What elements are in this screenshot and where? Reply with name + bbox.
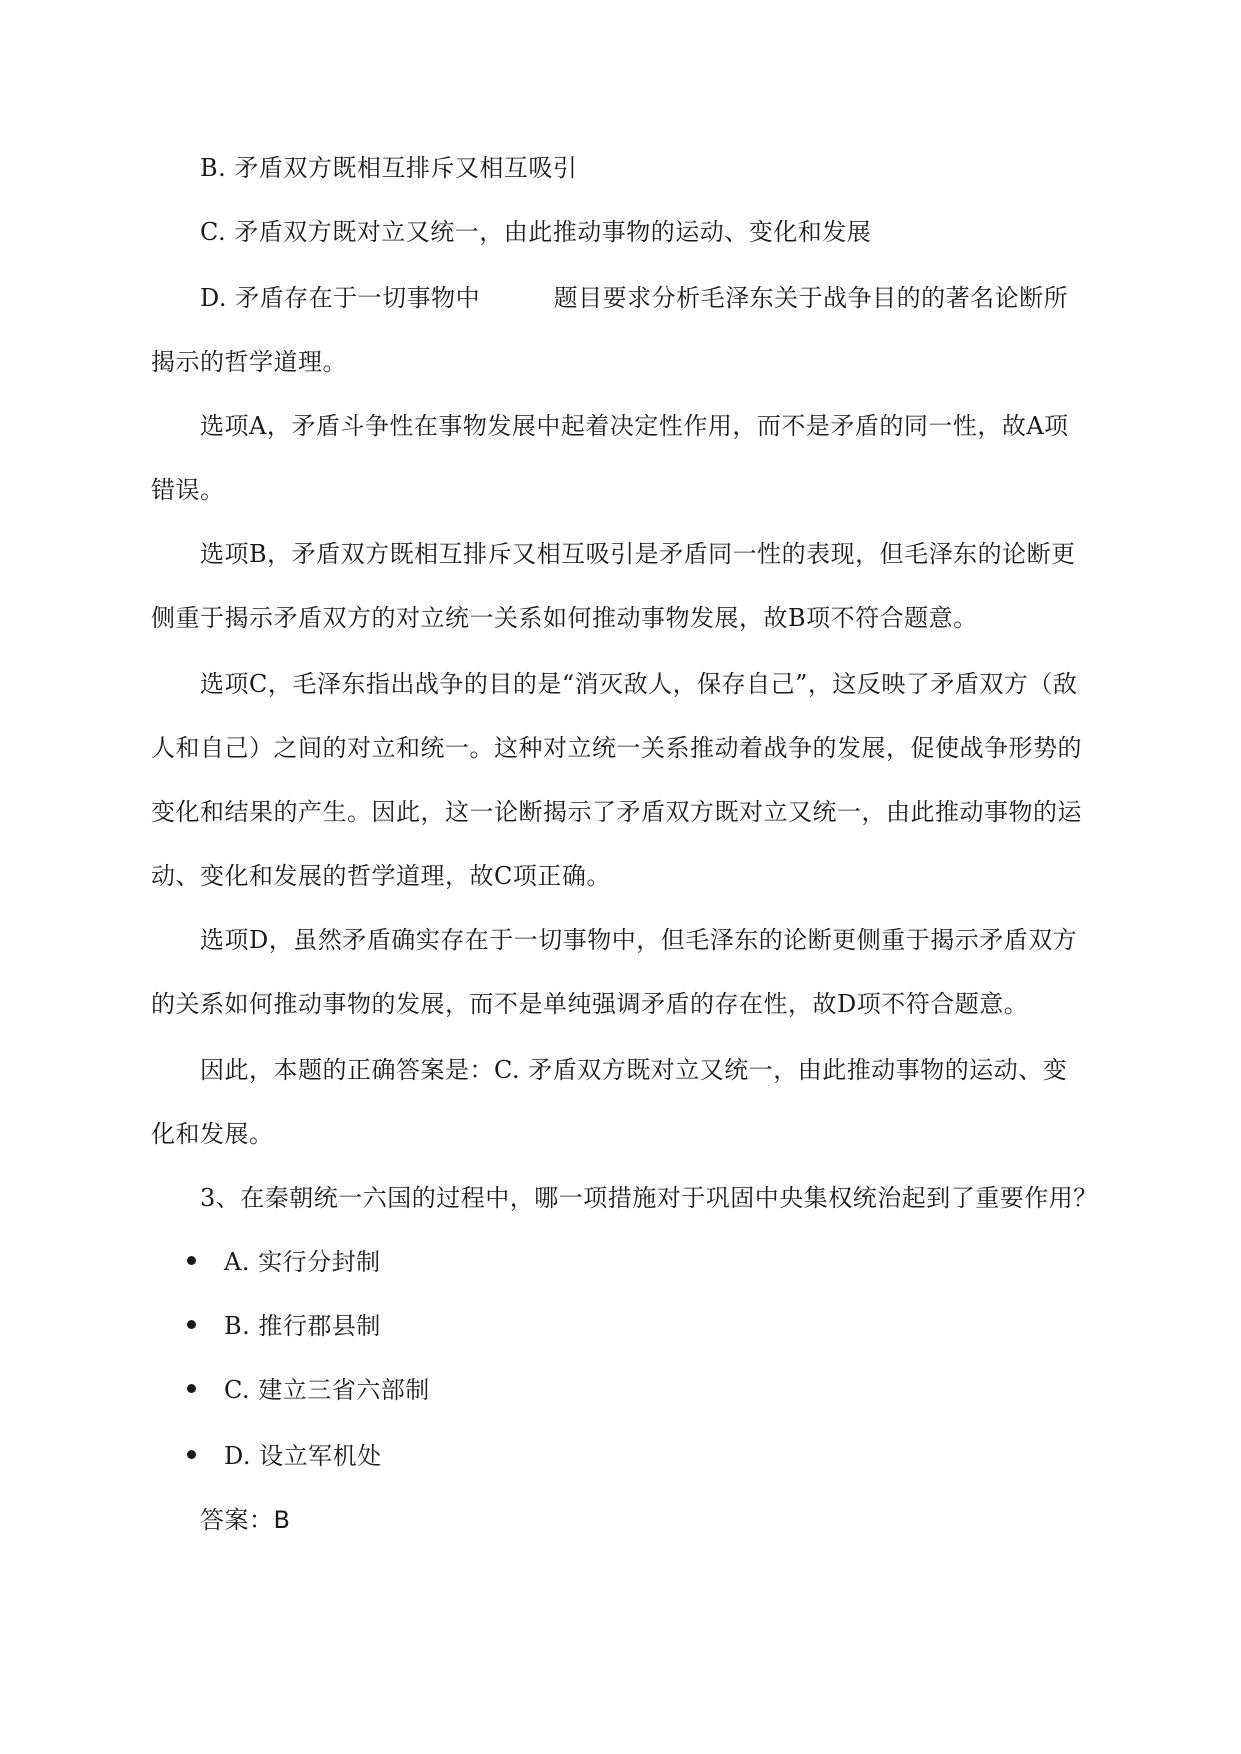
question-3-option-b: B. 推行郡县制 <box>224 1312 381 1340</box>
option-b-text: B. 矛盾双方既相互排斥又相互吸引 <box>200 154 578 182</box>
answer-value: B <box>273 1506 291 1534</box>
answer-label: 答案： <box>200 1506 274 1534</box>
analysis-c-line2: 人和自己）之间的对立和统一。这种对立统一关系推动着战争的发展，促使战争形势的 <box>151 734 1082 762</box>
question-3-option-a: A. 实行分封制 <box>224 1248 381 1276</box>
option-c-text: C. 矛盾双方既对立又统一，由此推动事物的运动、变化和发展 <box>200 218 872 246</box>
option-d-text: D. 矛盾存在于一切事物中 题目要求分析毛泽东关于战争目的的著名论断所 <box>200 284 1069 312</box>
question-3-option-d: D. 设立军机处 <box>224 1442 382 1470</box>
conclusion-line1: 因此，本题的正确答案是：C. 矛盾双方既对立又统一，由此推动事物的运动、变 <box>200 1056 1068 1084</box>
analysis-b-line2: 侧重于揭示矛盾双方的对立统一关系如何推动事物发展，故B项不符合题意。 <box>151 604 978 632</box>
analysis-d-line1: 选项D，虽然矛盾确实存在于一切事物中，但毛泽东的论断更侧重于揭示矛盾双方 <box>200 926 1078 954</box>
analysis-c-line4: 动、变化和发展的哲学道理，故C项正确。 <box>151 862 611 890</box>
bullet-icon <box>187 1384 196 1393</box>
bullet-icon <box>187 1256 196 1265</box>
analysis-d-line2: 的关系如何推动事物的发展，而不是单纯强调矛盾的存在性，故D项不符合题意。 <box>151 990 1029 1018</box>
analysis-b-line1: 选项B，矛盾双方既相互排斥又相互吸引是矛盾同一性的表现，但毛泽东的论断更 <box>200 540 1076 568</box>
question-requirement-text: 揭示的哲学道理。 <box>151 348 347 376</box>
answer-line <box>200 1504 290 1536</box>
question-3-option-c: C. 建立三省六部制 <box>224 1376 430 1404</box>
analysis-a-line2: 错误。 <box>151 476 225 504</box>
bullet-icon <box>187 1320 196 1329</box>
analysis-a-line1: 选项A，矛盾斗争性在事物发展中起着决定性作用，而不是矛盾的同一性，故A项 <box>200 412 1069 440</box>
bullet-icon <box>187 1450 196 1459</box>
analysis-c-line1: 选项C，毛泽东指出战争的目的是“消灭敌人，保存自己”，这反映了矛盾双方（敌 <box>200 670 1078 698</box>
conclusion-line2: 化和发展。 <box>151 1120 274 1148</box>
question-3-stem: 3、在秦朝统一六国的过程中，哪一项措施对于巩固中央集权统治起到了重要作用？ <box>200 1184 1098 1212</box>
analysis-c-line3: 变化和结果的产生。因此，这一论断揭示了矛盾双方既对立又统一，由此推动事物的运 <box>151 798 1082 826</box>
